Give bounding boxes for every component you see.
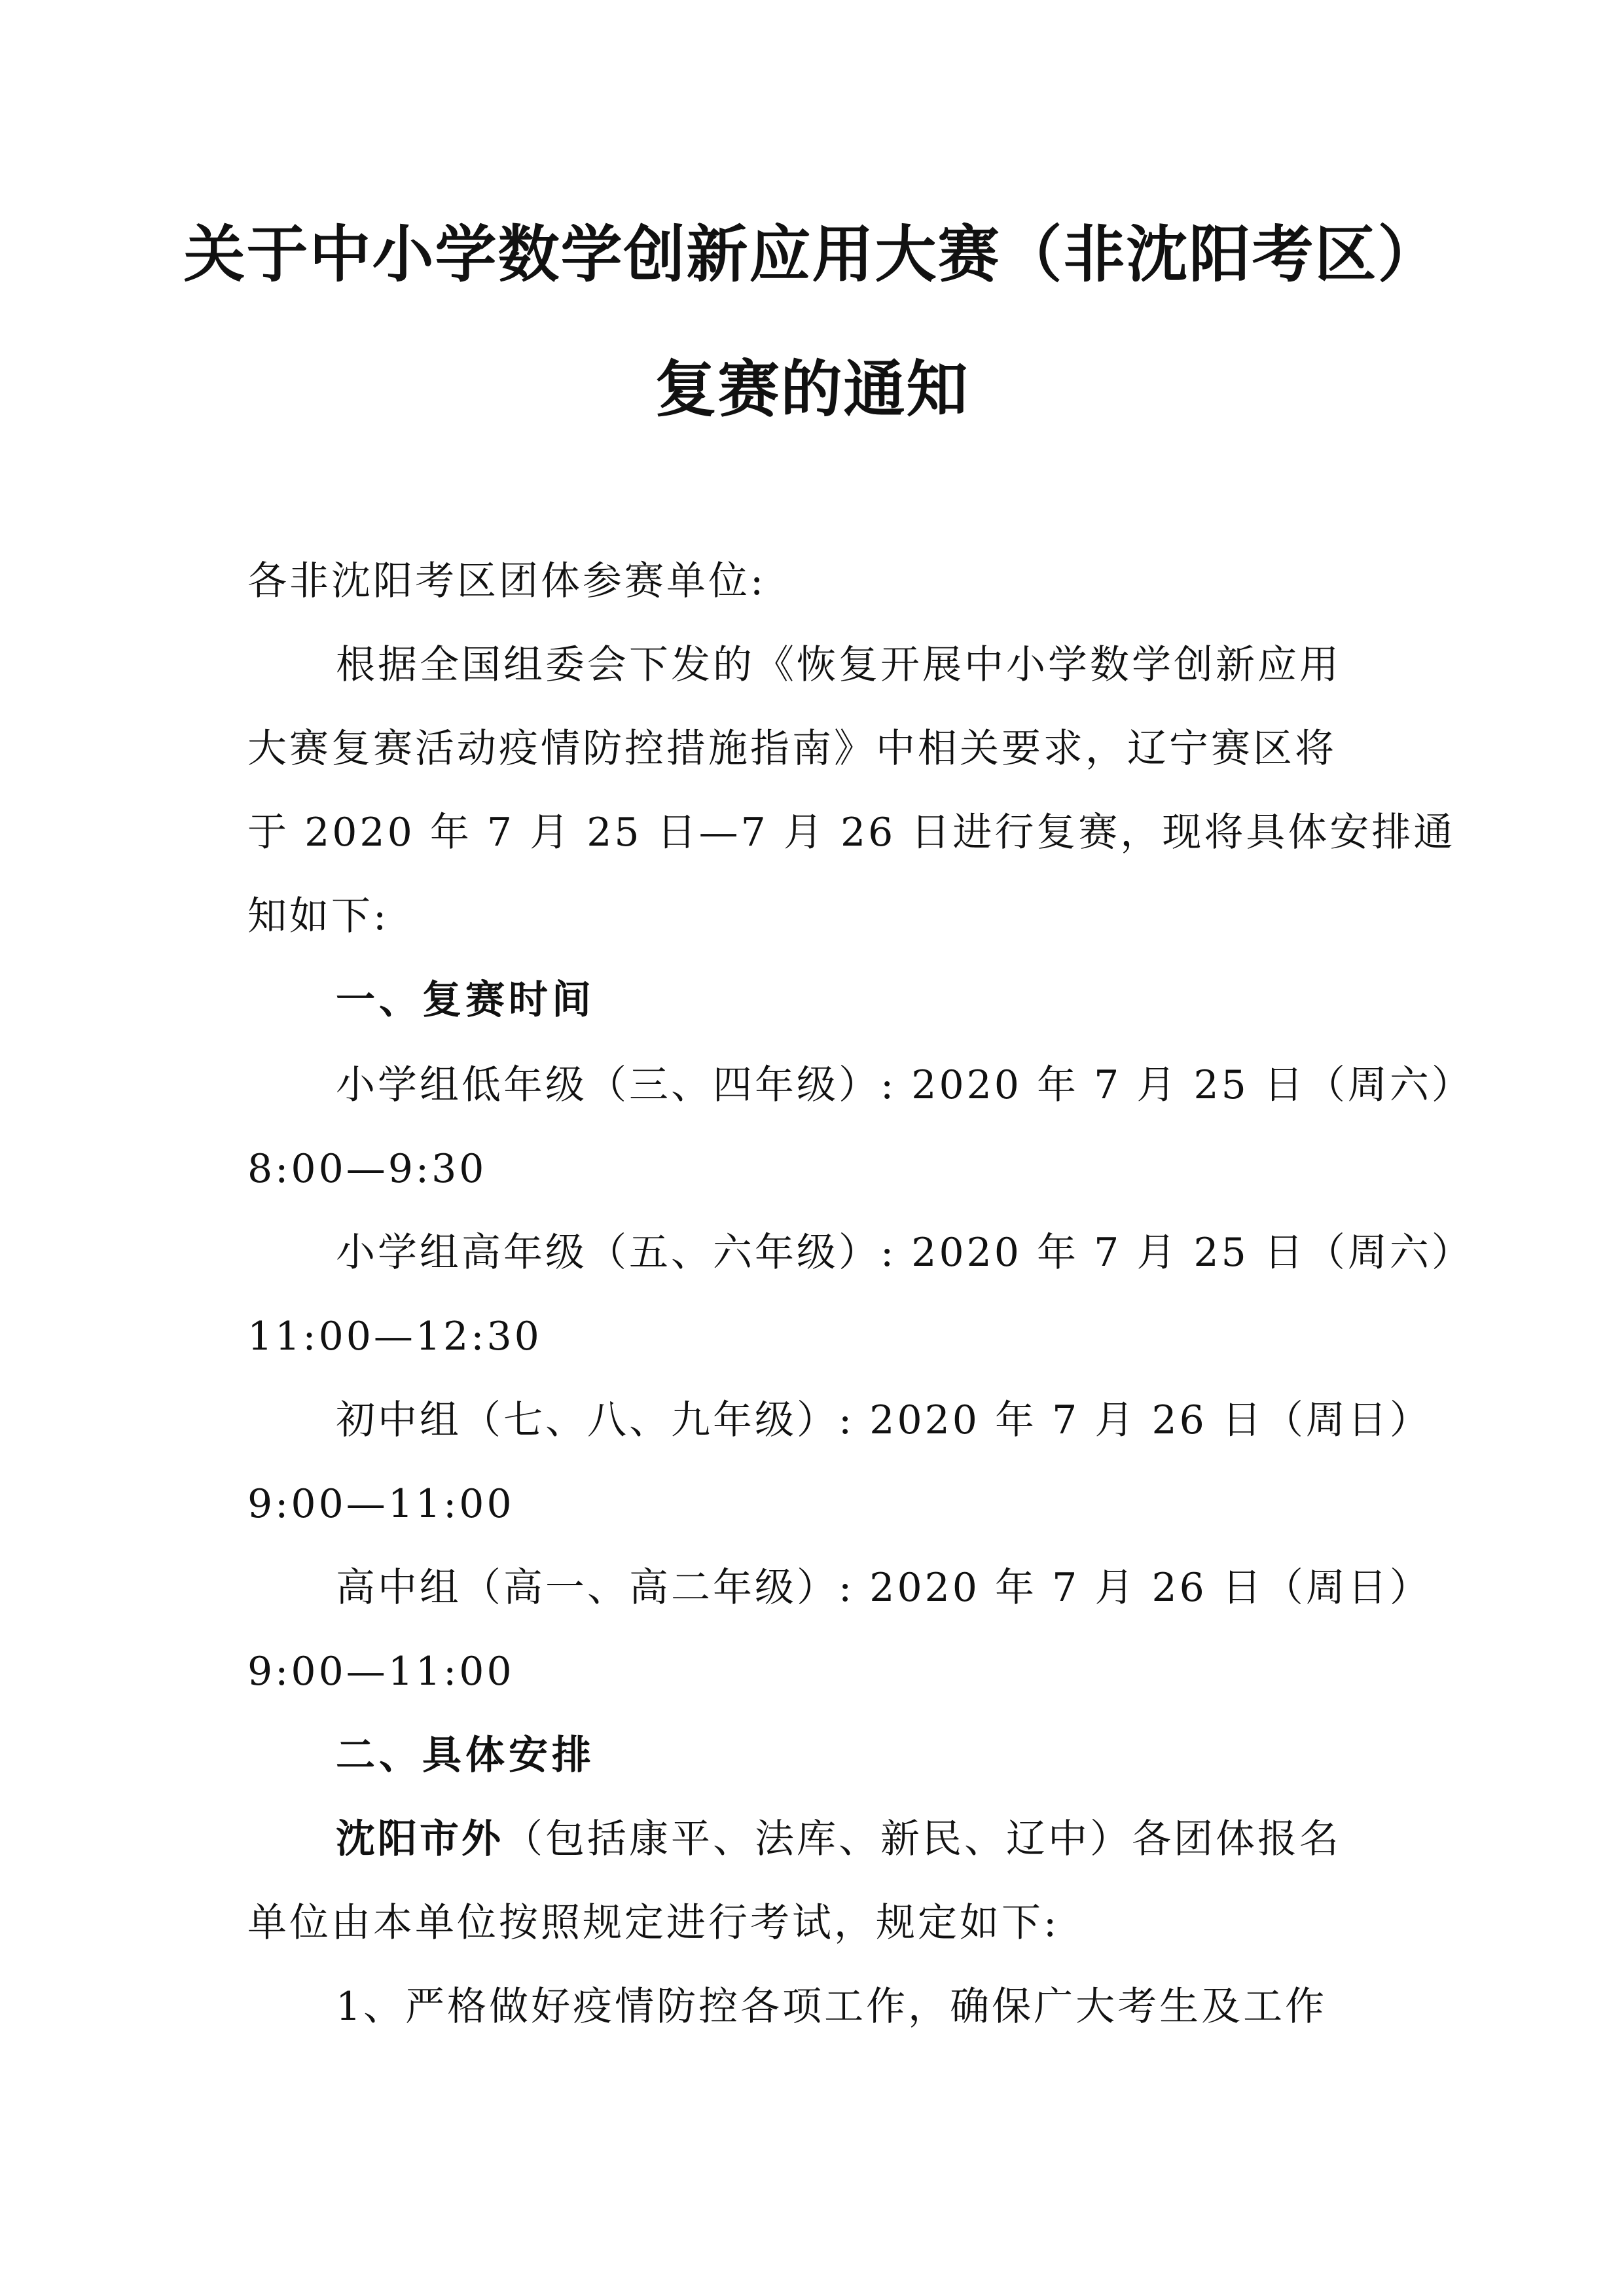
section-2-paragraph-rest: （包括康平、法库、新民、辽中）各团体报名 <box>503 1816 1341 1862</box>
intro-line-3: 于 2020 年 7 月 25 日—7 月 26 日进行复赛，现将具体安排通 <box>247 810 1456 855</box>
intro-line-1: 根据全国组委会下发的《恢复开展中小学数学创新应用 <box>336 642 1341 688</box>
section-1-heading: 一、复赛时间 <box>336 977 595 1023</box>
schedule-item-4-line-2: 9:00—11:00 <box>247 1649 514 1695</box>
schedule-item-4-line-1: 高中组（高一、高二年级）: 2020 年 7 月 26 日（周日） <box>336 1565 1432 1611</box>
section-2-item-1: 1、严格做好疫情防控各项工作，确保广大考生及工作 <box>336 1984 1327 2030</box>
salutation: 各非沈阳考区团体参赛单位: <box>247 558 767 604</box>
schedule-item-1-line-1: 小学组低年级（三、四年级）: 2020 年 7 月 25 日（周六） <box>336 1062 1473 1108</box>
intro-line-2: 大赛复赛活动疫情防控措施指南》中相关要求，辽宁赛区将 <box>247 726 1337 772</box>
section-2-heading: 二、具体安排 <box>336 1732 595 1778</box>
document-title-line-2: 复赛的通知 <box>655 354 969 425</box>
schedule-item-3-line-2: 9:00—11:00 <box>247 1481 514 1527</box>
schedule-item-3-line-1: 初中组（七、八、九年级）: 2020 年 7 月 26 日（周日） <box>336 1397 1432 1443</box>
schedule-item-1-line-2: 8:00—9:30 <box>247 1146 487 1192</box>
section-2-lead-text: 沈阳市外 <box>336 1816 503 1862</box>
document-title-line-1: 关于中小学数学创新应用大赛（非沈阳考区） <box>183 219 1441 291</box>
schedule-item-2-line-1: 小学组高年级（五、六年级）: 2020 年 7 月 25 日（周六） <box>336 1230 1473 1276</box>
section-2-paragraph-line-2: 单位由本单位按照规定进行考试，规定如下: <box>247 1900 1060 1946</box>
section-2-paragraph-line-1 <box>336 1813 1341 1865</box>
schedule-item-2-line-2: 11:00—12:30 <box>247 1314 542 1359</box>
intro-line-4: 知如下: <box>247 893 389 939</box>
